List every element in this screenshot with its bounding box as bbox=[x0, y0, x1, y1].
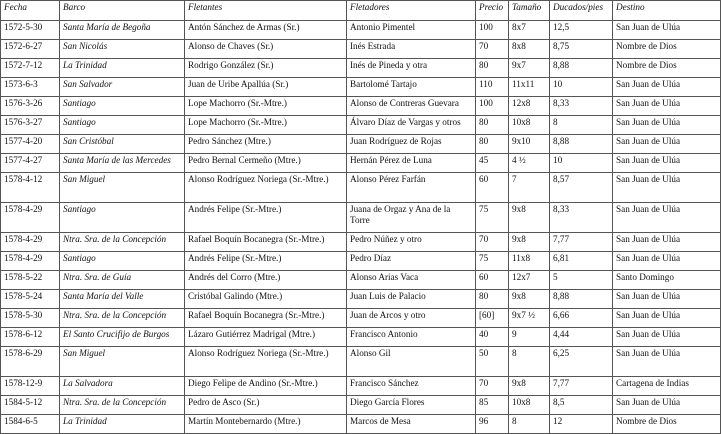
cell-fletadores: Alonso Gil bbox=[347, 347, 476, 377]
cell-fecha: 1576-3-26 bbox=[1, 97, 60, 116]
cell-destino: Nombre de Dios bbox=[613, 415, 721, 434]
cell-fecha: 1573-6-3 bbox=[1, 78, 60, 97]
cell-fletantes: Antón Sánchez de Armas (Sr.) bbox=[185, 21, 347, 40]
cell-fecha: 1578-5-22 bbox=[1, 271, 60, 290]
cell-ducados: 6,25 bbox=[550, 347, 613, 377]
cell-fletantes: Rafael Boquín Bocanegra (Sr.-Mtre.) bbox=[185, 233, 347, 252]
cell-precio: 80 bbox=[476, 116, 509, 135]
cell-tamano: 10x8 bbox=[509, 396, 550, 415]
cell-fletantes: Lázaro Gutiérrez Madrigal (Mtre.) bbox=[185, 328, 347, 347]
cell-fletantes: Lope Machorro (Sr.-Mtre.) bbox=[185, 116, 347, 135]
cell-fletantes: Alonso Rodríguez Noriega (Sr.-Mtre.) bbox=[185, 173, 347, 203]
cell-fecha: 1572-5-30 bbox=[1, 21, 60, 40]
table-row bbox=[1, 135, 721, 154]
cell-precio: 70 bbox=[476, 377, 509, 396]
cell-destino: San Juan de Ulúa bbox=[613, 97, 721, 116]
header-tamano: Tamaño bbox=[509, 1, 550, 21]
cell-tamano: 8x8 bbox=[509, 40, 550, 59]
cell-fecha: 1572-6-27 bbox=[1, 40, 60, 59]
cell-fletantes: Rafael Boquín Bocanegra (Sr.-Mtre.) bbox=[185, 309, 347, 328]
cell-ducados: 7,77 bbox=[550, 377, 613, 396]
cell-ducados: 8,88 bbox=[550, 59, 613, 78]
cell-barco: San Nicolás bbox=[60, 40, 185, 59]
cell-ducados: 8,57 bbox=[550, 173, 613, 203]
cell-fletantes: Andrés Felipe (Sr.-Mtre.) bbox=[185, 252, 347, 271]
cell-fletantes: Juan de Uribe Apallúa (Sr.) bbox=[185, 78, 347, 97]
cell-precio: 80 bbox=[476, 59, 509, 78]
cell-precio: 40 bbox=[476, 328, 509, 347]
table-row bbox=[1, 97, 721, 116]
cell-precio: 85 bbox=[476, 396, 509, 415]
header-barco: Barco bbox=[60, 1, 185, 21]
cell-barco: Santa María de Begoña bbox=[60, 21, 185, 40]
cell-barco: San Salvador bbox=[60, 78, 185, 97]
cell-fletadores: Marcos de Mesa bbox=[347, 415, 476, 434]
table-row bbox=[1, 271, 721, 290]
cell-destino: Santo Domingo bbox=[613, 271, 721, 290]
header-row bbox=[1, 1, 721, 21]
table-row bbox=[1, 396, 721, 415]
cell-destino: San Juan de Ulúa bbox=[613, 252, 721, 271]
cell-fletadores: Álvaro Díaz de Vargas y otros bbox=[347, 116, 476, 135]
cell-fecha: 1578-5-30 bbox=[1, 309, 60, 328]
cell-ducados: 12 bbox=[550, 415, 613, 434]
cell-precio: 60 bbox=[476, 173, 509, 203]
cell-ducados: 4,44 bbox=[550, 328, 613, 347]
cell-fletadores: Diego García Flores bbox=[347, 396, 476, 415]
table-row bbox=[1, 203, 721, 233]
cell-ducados: 6,66 bbox=[550, 309, 613, 328]
cell-fletadores: Francisco Antonio bbox=[347, 328, 476, 347]
table-row bbox=[1, 290, 721, 309]
cell-fecha: 1578-5-24 bbox=[1, 290, 60, 309]
cell-fletadores: Alonso Arias Vaca bbox=[347, 271, 476, 290]
table-row bbox=[1, 328, 721, 347]
cell-fecha: 1572-7-12 bbox=[1, 59, 60, 78]
cell-ducados: 8,33 bbox=[550, 97, 613, 116]
cell-tamano: 9x10 bbox=[509, 135, 550, 154]
cell-destino: San Juan de Ulúa bbox=[613, 203, 721, 233]
table-row bbox=[1, 21, 721, 40]
cell-barco: Santa María del Valle bbox=[60, 290, 185, 309]
cell-barco: Ntra. Sra. de la Concepción bbox=[60, 309, 185, 328]
cell-destino: San Juan de Ulúa bbox=[613, 233, 721, 252]
cell-tamano: 9x8 bbox=[509, 290, 550, 309]
cell-fletantes: Alonso de Chaves (Sr.) bbox=[185, 40, 347, 59]
cell-tamano: 9x8 bbox=[509, 377, 550, 396]
cell-ducados: 12,5 bbox=[550, 21, 613, 40]
header-fecha: Fecha bbox=[1, 1, 60, 21]
cell-fletadores: Bartolomé Tartajo bbox=[347, 78, 476, 97]
table-row bbox=[1, 154, 721, 173]
cell-destino: San Juan de Ulúa bbox=[613, 347, 721, 377]
table-row bbox=[1, 173, 721, 203]
cell-fletantes: Martín Montebernardo (Mtre.) bbox=[185, 415, 347, 434]
cell-fletadores: Pedro Núñez y otro bbox=[347, 233, 476, 252]
cell-destino: San Juan de Ulúa bbox=[613, 78, 721, 97]
cell-precio: 100 bbox=[476, 21, 509, 40]
table-row bbox=[1, 116, 721, 135]
cell-fletantes: Cristóbal Galindo (Mtre.) bbox=[185, 290, 347, 309]
cell-ducados: 8,88 bbox=[550, 290, 613, 309]
cell-barco: El Santo Crucifijo de Burgos bbox=[60, 328, 185, 347]
cell-fletantes: Andrés del Corro (Mtre.) bbox=[185, 271, 347, 290]
cell-destino: San Juan de Ulúa bbox=[613, 135, 721, 154]
cell-fletadores: Pedro Díaz bbox=[347, 252, 476, 271]
cell-fecha: 1578-4-29 bbox=[1, 233, 60, 252]
cell-fletadores: Alonso Pérez Farfán bbox=[347, 173, 476, 203]
cell-tamano: 9x7 bbox=[509, 59, 550, 78]
cell-fletadores: Juan Luis de Palacio bbox=[347, 290, 476, 309]
cell-ducados: 5 bbox=[550, 271, 613, 290]
cell-barco: Santiago bbox=[60, 203, 185, 233]
cell-fletantes: Diego Felipe de Andino (Sr.-Mtre.) bbox=[185, 377, 347, 396]
cell-fletantes: Pedro Sánchez (Mtre.) bbox=[185, 135, 347, 154]
cell-precio: 80 bbox=[476, 135, 509, 154]
cell-barco: Santiago bbox=[60, 116, 185, 135]
cell-ducados: 8,33 bbox=[550, 203, 613, 233]
header-fletantes: Fletantes bbox=[185, 1, 347, 21]
cell-precio: 60 bbox=[476, 271, 509, 290]
cell-fletadores: Francisco Sánchez bbox=[347, 377, 476, 396]
cell-fletantes: Pedro de Asco (Sr.) bbox=[185, 396, 347, 415]
cell-fletadores: Hernán Pérez de Luna bbox=[347, 154, 476, 173]
cell-precio: 100 bbox=[476, 97, 509, 116]
cell-destino: San Juan de Ulúa bbox=[613, 396, 721, 415]
cell-precio: 75 bbox=[476, 203, 509, 233]
cell-tamano: 11x8 bbox=[509, 252, 550, 271]
table-row bbox=[1, 59, 721, 78]
cell-barco: Santiago bbox=[60, 252, 185, 271]
cell-precio: 96 bbox=[476, 415, 509, 434]
cell-fecha: 1578-4-12 bbox=[1, 173, 60, 203]
cell-ducados: 8 bbox=[550, 116, 613, 135]
cell-barco: Santiago bbox=[60, 97, 185, 116]
header-precio: Precio bbox=[476, 1, 509, 21]
cell-fletadores: Inés Estrada bbox=[347, 40, 476, 59]
cell-tamano: 8x7 bbox=[509, 21, 550, 40]
cell-tamano: 9 bbox=[509, 328, 550, 347]
cell-fletadores: Juana de Orgaz y Ana de la Torre bbox=[347, 203, 476, 233]
cell-fecha: 1577-4-27 bbox=[1, 154, 60, 173]
table-row bbox=[1, 233, 721, 252]
cell-fecha: 1578-4-29 bbox=[1, 203, 60, 233]
cell-barco: La Trinidad bbox=[60, 415, 185, 434]
cell-precio: 70 bbox=[476, 233, 509, 252]
cell-fletantes: Rodrigo González (Sr.) bbox=[185, 59, 347, 78]
cell-ducados: 6,81 bbox=[550, 252, 613, 271]
cell-fletantes: Alonso Rodríguez Noriega (Sr.-Mtre.) bbox=[185, 347, 347, 377]
table-row bbox=[1, 347, 721, 377]
cell-barco: Santa María de las Mercedes bbox=[60, 154, 185, 173]
cell-barco: Ntra. Sra. de la Concepción bbox=[60, 396, 185, 415]
cell-barco: Ntra. Sra. de la Concepción bbox=[60, 233, 185, 252]
cell-fletadores: Alonso de Contreras Guevara bbox=[347, 97, 476, 116]
cell-fecha: 1577-4-20 bbox=[1, 135, 60, 154]
cell-precio: 75 bbox=[476, 252, 509, 271]
table-row bbox=[1, 415, 721, 434]
cell-tamano: 9x8 bbox=[509, 233, 550, 252]
cell-tamano: 9x8 bbox=[509, 203, 550, 233]
cell-barco: San Miguel bbox=[60, 173, 185, 203]
cell-destino: San Juan de Ulúa bbox=[613, 21, 721, 40]
cell-fletadores: Inés de Pineda y otra bbox=[347, 59, 476, 78]
table-row bbox=[1, 40, 721, 59]
cell-tamano: 9x7 ½ bbox=[509, 309, 550, 328]
table-row bbox=[1, 78, 721, 97]
cell-barco: San Miguel bbox=[60, 347, 185, 377]
cell-barco: La Trinidad bbox=[60, 59, 185, 78]
cell-tamano: 8 bbox=[509, 415, 550, 434]
cell-destino: San Juan de Ulúa bbox=[613, 173, 721, 203]
cell-barco: Ntra. Sra. de Guía bbox=[60, 271, 185, 290]
cell-precio: 45 bbox=[476, 154, 509, 173]
cell-ducados: 8,75 bbox=[550, 40, 613, 59]
cell-barco: San Cristóbal bbox=[60, 135, 185, 154]
cell-ducados: 8,88 bbox=[550, 135, 613, 154]
cell-destino: San Juan de Ulúa bbox=[613, 309, 721, 328]
cell-tamano: 11x11 bbox=[509, 78, 550, 97]
cell-fecha: 1578-12-9 bbox=[1, 377, 60, 396]
cell-destino: Cartagena de Indias bbox=[613, 377, 721, 396]
cell-ducados: 10 bbox=[550, 78, 613, 97]
cell-fecha: 1584-5-12 bbox=[1, 396, 60, 415]
header-destino: Destino bbox=[613, 1, 721, 21]
cell-destino: San Juan de Ulúa bbox=[613, 290, 721, 309]
cell-fletantes: Pedro Bernal Cermeño (Mtre.) bbox=[185, 154, 347, 173]
cell-fletantes: Andrés Felipe (Sr.-Mtre.) bbox=[185, 203, 347, 233]
cell-ducados: 8,5 bbox=[550, 396, 613, 415]
cell-destino: San Juan de Ulúa bbox=[613, 116, 721, 135]
cell-tamano: 4 ½ bbox=[509, 154, 550, 173]
cell-precio: 50 bbox=[476, 347, 509, 377]
table-row bbox=[1, 252, 721, 271]
cell-destino: San Juan de Ulúa bbox=[613, 154, 721, 173]
cell-tamano: 8 bbox=[509, 347, 550, 377]
cell-fecha: 1584-6-5 bbox=[1, 415, 60, 434]
cell-destino: San Juan de Ulúa bbox=[613, 328, 721, 347]
cell-fecha: 1576-3-27 bbox=[1, 116, 60, 135]
cell-tamano: 10x8 bbox=[509, 116, 550, 135]
cell-fecha: 1578-6-29 bbox=[1, 347, 60, 377]
cell-precio: 80 bbox=[476, 290, 509, 309]
cell-fletadores: Antonio Pimentel bbox=[347, 21, 476, 40]
cell-fletadores: Juan de Arcos y otro bbox=[347, 309, 476, 328]
cell-precio: [60] bbox=[476, 309, 509, 328]
cell-tamano: 12x7 bbox=[509, 271, 550, 290]
header-ducados: Ducados/pies bbox=[550, 1, 613, 21]
cell-fecha: 1578-6-12 bbox=[1, 328, 60, 347]
cell-barco: La Salvadora bbox=[60, 377, 185, 396]
cell-fecha: 1578-4-29 bbox=[1, 252, 60, 271]
header-fletadores: Fletadores bbox=[347, 1, 476, 21]
cell-tamano: 7 bbox=[509, 173, 550, 203]
cell-precio: 110 bbox=[476, 78, 509, 97]
cell-tamano: 12x8 bbox=[509, 97, 550, 116]
cell-ducados: 7,77 bbox=[550, 233, 613, 252]
cell-destino: Nombre de Dios bbox=[613, 59, 721, 78]
cell-destino: Nombre de Dios bbox=[613, 40, 721, 59]
cell-fletantes: Lope Machorro (Sr.-Mtre.) bbox=[185, 97, 347, 116]
table-row bbox=[1, 309, 721, 328]
cell-precio: 70 bbox=[476, 40, 509, 59]
cell-ducados: 10 bbox=[550, 154, 613, 173]
table-row bbox=[1, 377, 721, 396]
cell-fletadores: Juan Rodríguez de Rojas bbox=[347, 135, 476, 154]
